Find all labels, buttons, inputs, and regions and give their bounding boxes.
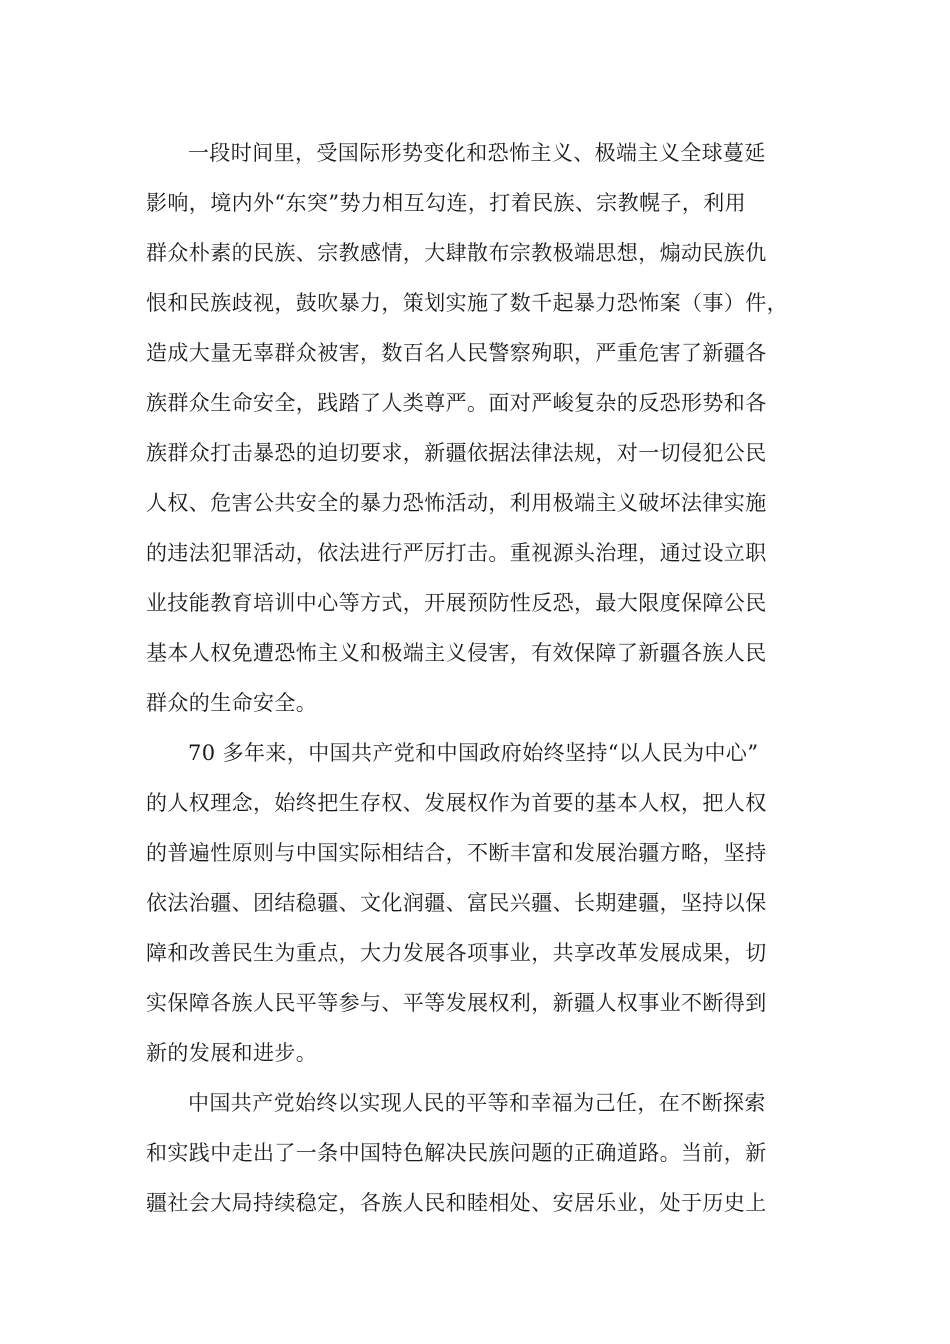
text-line: 中国共产党始终以实现人民的平等和幸福为己任，在不断探索 <box>188 1091 766 1115</box>
text-line: 影响，境内外“东突”势力相互勾连，打着民族、宗教幌子，利用 <box>146 191 747 215</box>
text-line: 造成大量无辜群众被害，数百名人民警察殉职，严重危害了新疆各 <box>146 341 767 365</box>
text-line: 障和改善民生为重点，大力发展各项事业，共享改革发展成果，切 <box>146 941 767 965</box>
text-line: 恨和民族歧视，鼓吹暴力，策划实施了数千起暴力恐怖案（事）件， <box>146 291 788 315</box>
text-line: 族群众生命安全，践踏了人类尊严。面对严峻复杂的反恐形势和各 <box>146 391 767 415</box>
text-line: 70 多年来，中国共产党和中国政府始终坚持“以人民为中心” <box>188 741 759 765</box>
paragraph-3 <box>146 1078 806 1228</box>
text-line: 和实践中走出了一条中国特色解决民族问题的正确道路。当前，新 <box>146 1141 767 1165</box>
text-line: 的违法犯罪活动，依法进行严厉打击。重视源头治理，通过设立职 <box>146 541 767 565</box>
text-line: 实保障各族人民平等参与、平等发展权利，新疆人权事业不断得到 <box>146 991 767 1015</box>
text-line: 群众的生命安全。 <box>146 691 318 715</box>
text-line: 群众朴素的民族、宗教感情，大肆散布宗教极端思想，煽动民族仇 <box>146 241 767 265</box>
paragraph-2 <box>146 728 806 1078</box>
text-line: 新的发展和进步。 <box>146 1041 318 1065</box>
text-line: 疆社会大局持续稳定，各族人民和睦相处、安居乐业，处于历史上 <box>146 1191 767 1215</box>
text-line: 基本人权免遭恐怖主义和极端主义侵害，有效保障了新疆各族人民 <box>146 641 767 665</box>
text-line: 的普遍性原则与中国实际相结合，不断丰富和发展治疆方略，坚持 <box>146 841 767 865</box>
text-line: 的人权理念，始终把生存权、发展权作为首要的基本人权，把人权 <box>146 791 767 815</box>
text-line: 依法治疆、团结稳疆、文化润疆、富民兴疆、长期建疆，坚持以保 <box>146 891 767 915</box>
text-line: 族群众打击暴恐的迫切要求，新疆依据法律法规，对一切侵犯公民 <box>146 441 767 465</box>
text-line: 业技能教育培训中心等方式，开展预防性反恐，最大限度保障公民 <box>146 591 767 615</box>
document-body <box>146 128 806 1228</box>
paragraph-1 <box>146 128 806 728</box>
text-line: 人权、危害公共安全的暴力恐怖活动，利用极端主义破坏法律实施 <box>146 491 767 515</box>
text-line: 一段时间里，受国际形势变化和恐怖主义、极端主义全球蔓延 <box>188 141 766 165</box>
